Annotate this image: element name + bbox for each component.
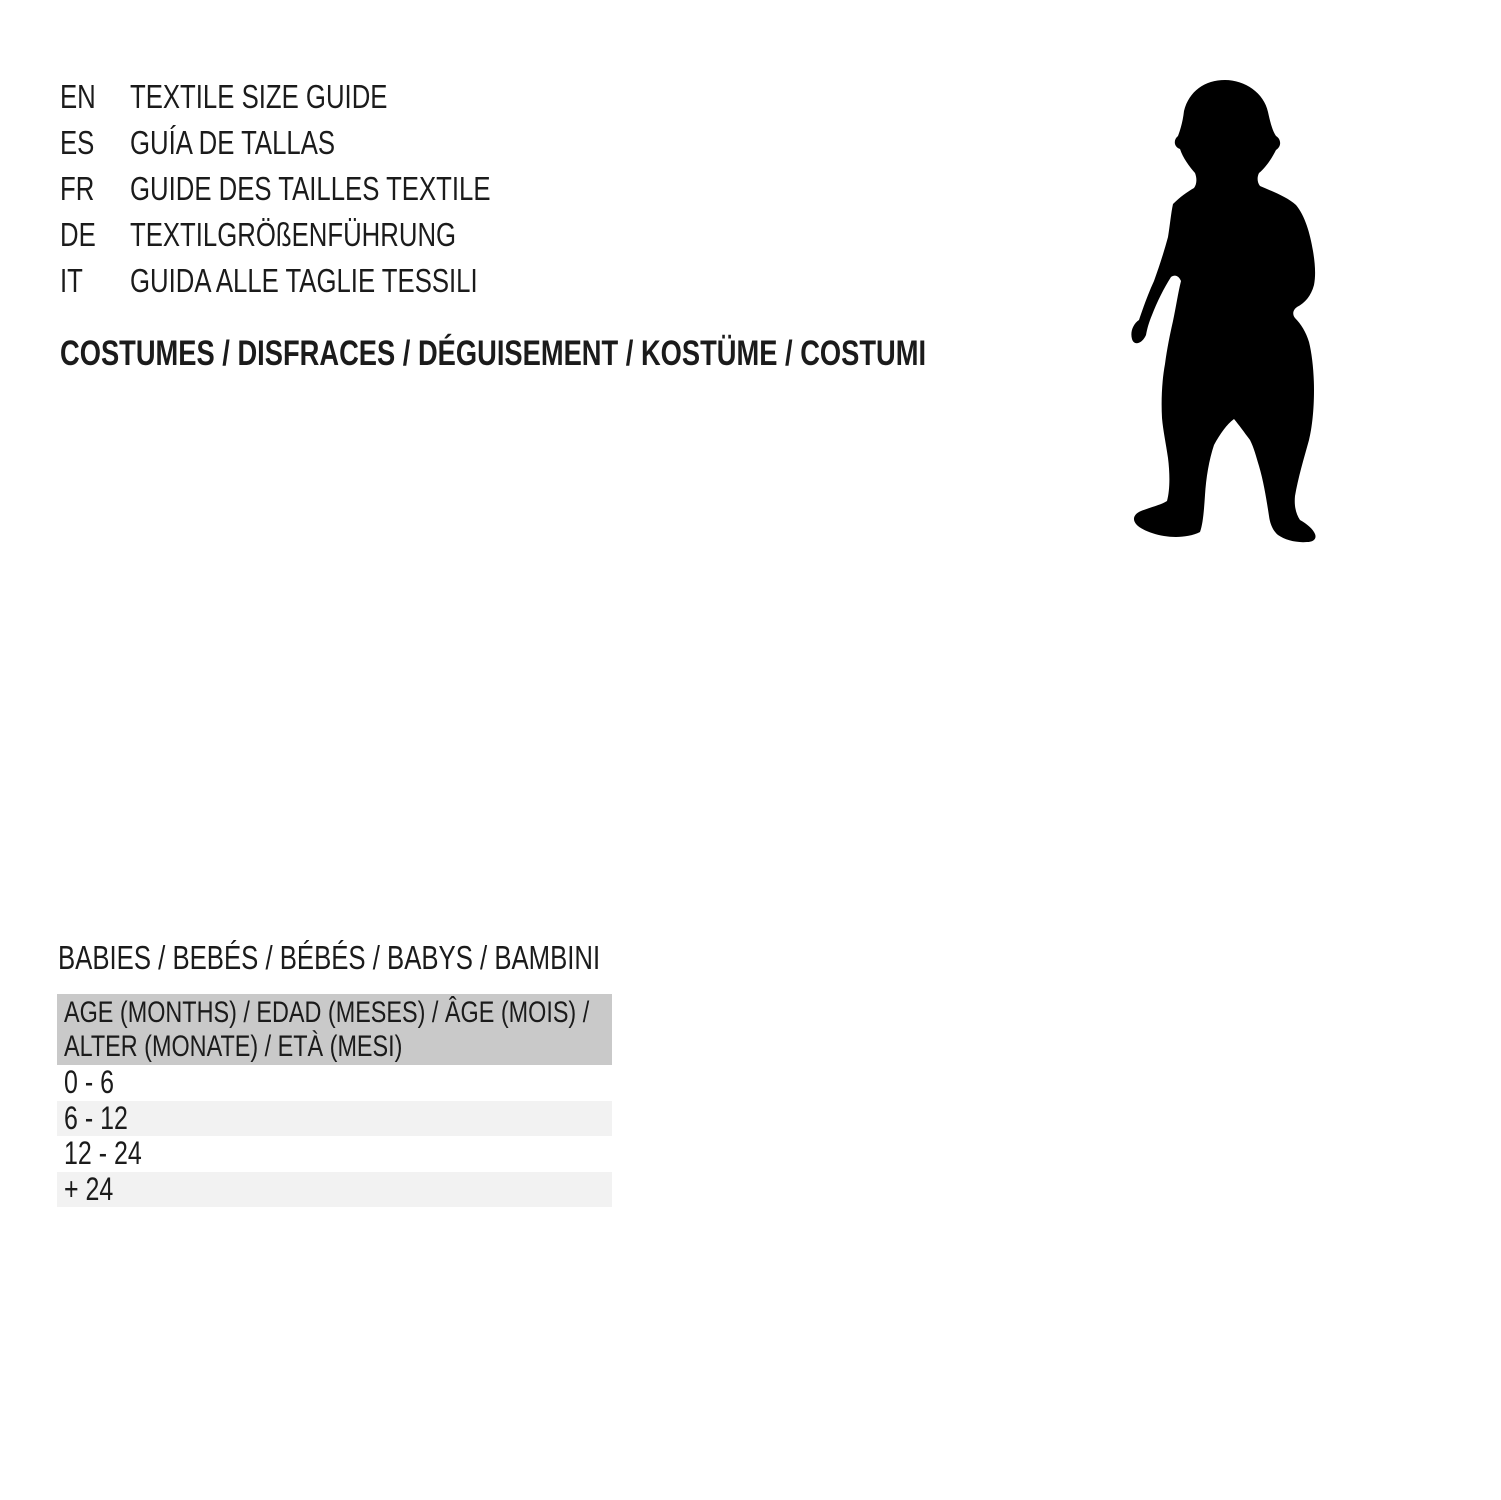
language-code-text: DE [60, 216, 96, 253]
babies-section-title [58, 941, 753, 974]
language-code-text: ES [60, 124, 95, 161]
language-label: GUIDA ALLE TAGLIE TESSILI [130, 262, 478, 299]
language-code [60, 216, 130, 254]
language-row-de [60, 212, 592, 258]
language-label: GUÍA DE TALLAS [130, 124, 336, 161]
language-code [60, 78, 130, 116]
age-table-header-text-1: AGE (MONTHS) / EDAD (MESES) / ÂGE (MOIS) / [64, 996, 590, 1029]
age-row-6-12 [57, 1101, 612, 1137]
age-row-value: 12 - 24 [64, 1135, 142, 1171]
age-row-plus-24 [57, 1172, 612, 1208]
category-title [60, 336, 1170, 371]
language-code [60, 124, 130, 162]
age-table [57, 994, 612, 1207]
age-table-header-line-1 [64, 996, 612, 1030]
age-row-value: 6 - 12 [64, 1099, 128, 1136]
age-table-header-line-2 [64, 1030, 612, 1064]
category-title-text: COSTUMES / DISFRACES / DÉGUISEMENT / KOSTÜME / COSTUMI [60, 334, 927, 373]
babies-section-title-text: BABIES / BEBÉS / BÉBÉS / BABYS / BAMBINI [58, 939, 601, 976]
language-code-text: IT [60, 262, 83, 299]
baby-silhouette-icon [1128, 78, 1323, 548]
language-row-fr [60, 166, 592, 212]
age-row-value: 0 - 6 [64, 1064, 114, 1100]
language-row-it [60, 258, 592, 304]
language-row-en [60, 74, 592, 120]
language-row-es [60, 120, 592, 166]
language-label: GUIDE DES TAILLES TEXTILE [130, 170, 491, 207]
language-label: TEXTILE SIZE GUIDE [130, 78, 388, 115]
language-label: TEXTILGRÖßENFÜHRUNG [130, 216, 457, 253]
language-code-text: FR [60, 170, 95, 207]
language-code [60, 170, 130, 208]
age-row-12-24 [57, 1136, 612, 1172]
language-code [60, 262, 130, 300]
language-code-text: EN [60, 78, 96, 115]
age-row-0-6 [57, 1065, 612, 1101]
size-guide-title-list [60, 74, 592, 304]
age-table-header-text-2: ALTER (MONATE) / ETÀ (MESI) [64, 1030, 403, 1063]
age-table-header [57, 994, 612, 1065]
age-row-value: + 24 [64, 1170, 114, 1207]
